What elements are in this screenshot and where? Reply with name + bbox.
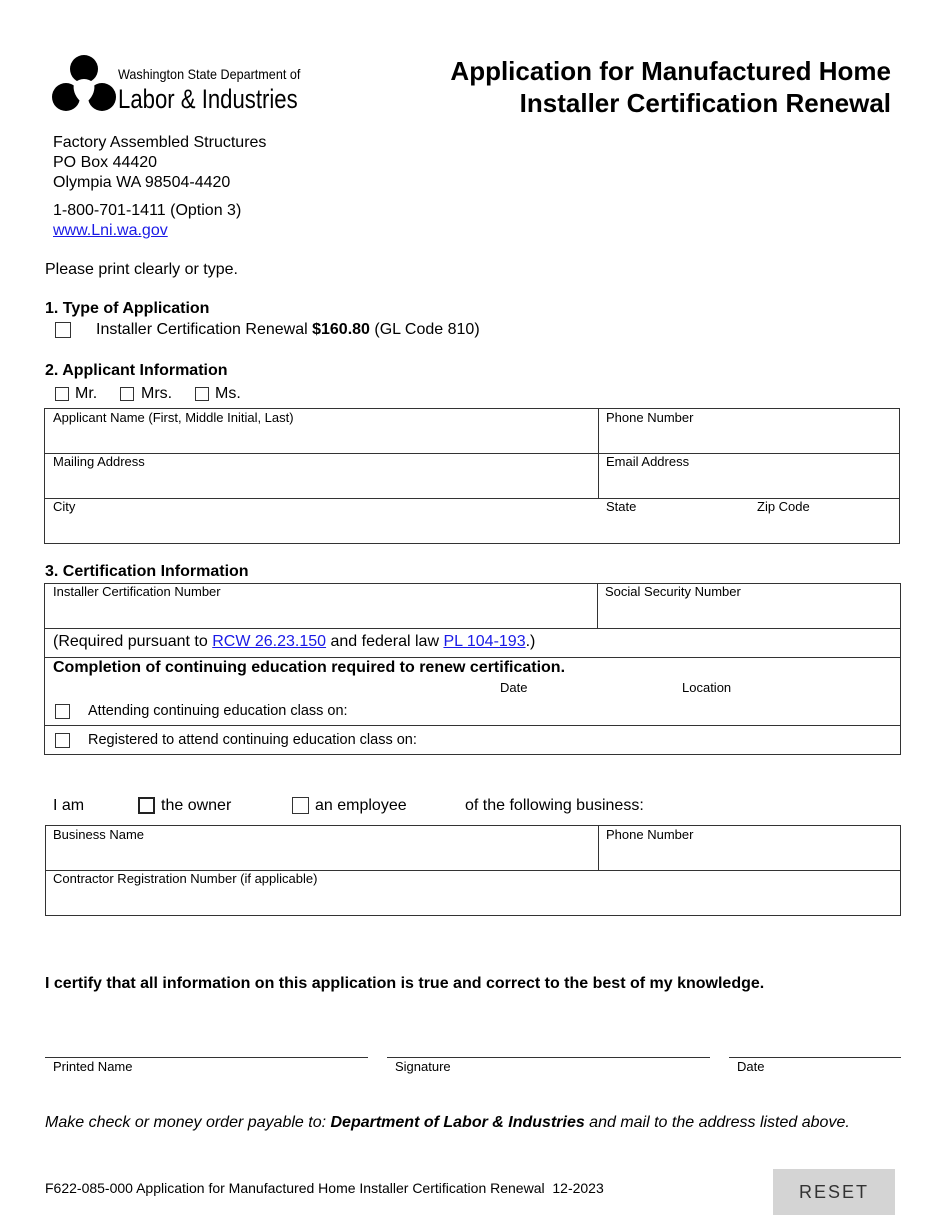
payment-suffix: and mail to the address listed above. [584, 1114, 850, 1131]
contact-po-box: PO Box 44420 [53, 154, 158, 171]
applicant-phone-field[interactable]: Phone Number [606, 410, 694, 425]
required-middle: and federal law [326, 633, 444, 650]
rcw-link[interactable]: RCW 26.23.150 [212, 633, 327, 650]
intro-text: Please print clearly or type. [45, 261, 238, 278]
ce-location-label: Location [682, 680, 732, 695]
attending-label: Attending continuing education class on: [88, 703, 348, 719]
page-title-line-2: Installer Certification Renewal [519, 88, 891, 118]
city-field[interactable]: City [53, 499, 76, 514]
title-ms-checkbox[interactable] [195, 387, 209, 401]
applicant-info-table [44, 408, 900, 544]
employee-checkbox[interactable] [292, 797, 309, 814]
ce-heading: Completion of continuing education required to renew certification. [53, 659, 566, 676]
attending-checkbox[interactable] [55, 704, 70, 719]
lni-logo-mark-icon [52, 55, 116, 119]
state-field[interactable]: State [606, 499, 637, 514]
renewal-option-label: Installer Certification Renewal [96, 321, 308, 338]
ce-date-label: Date [500, 680, 528, 695]
signature-line[interactable] [387, 1057, 710, 1058]
i-am-label: I am [53, 797, 85, 814]
payment-payee: Department of Labor & Industries [330, 1114, 585, 1131]
contractor-number-field[interactable]: Contractor Registration Number (if applicable) [53, 871, 318, 886]
applicant-name-field[interactable]: Applicant Name (First, Middle Initial, Last) [53, 410, 294, 425]
owner-label: the owner [161, 797, 232, 814]
form-id: F622-085-000 Application for Manufactured Home Installer Certification Renewal 12-2023 [45, 1180, 604, 1196]
title-mrs-label: Mrs. [141, 385, 173, 402]
renewal-checkbox[interactable] [55, 322, 71, 338]
cert-number-field[interactable]: Installer Certification Number [53, 584, 221, 599]
required-suffix: .) [525, 633, 536, 650]
contact-phone: 1-800-701-1411 (Option 3) [53, 202, 242, 219]
date-line[interactable] [729, 1057, 901, 1058]
business-phone-field[interactable]: Phone Number [606, 827, 694, 842]
payment-prefix: Make check or money order payable to: [45, 1114, 331, 1131]
renewal-option [96, 321, 480, 339]
payment-instructions [45, 1114, 850, 1132]
section-1-heading: 1. Type of Application [45, 300, 210, 317]
printed-name-line[interactable] [45, 1057, 368, 1058]
contact-city: Olympia WA 98504-4420 [53, 174, 231, 191]
page-title-line-1: Application for Manufactured Home [450, 56, 891, 86]
zip-code-field[interactable]: Zip Code [757, 499, 810, 514]
section-3-heading: 3. Certification Information [45, 563, 249, 580]
registered-label: Registered to attend continuing education class on: [88, 732, 417, 748]
website-link[interactable]: www.Lni.wa.gov [53, 222, 168, 239]
title-ms-label: Ms. [215, 385, 241, 402]
required-prefix: (Required pursuant to [53, 633, 213, 650]
section-2-heading: 2. Applicant Information [45, 362, 228, 379]
pl-link[interactable]: PL 104-193 [443, 633, 526, 650]
registered-checkbox[interactable] [55, 733, 70, 748]
certification-statement: I certify that all information on this application is true and correct to the best of my knowledge. [45, 975, 765, 992]
mailing-address-field[interactable]: Mailing Address [53, 454, 145, 469]
renewal-fee: $160.80 [312, 321, 370, 338]
email-address-field[interactable]: Email Address [606, 454, 690, 469]
employee-label: an employee [315, 797, 407, 814]
lni-logo [52, 55, 322, 119]
owner-checkbox[interactable] [138, 797, 155, 814]
following-business-label: of the following business: [465, 797, 644, 814]
printed-name-label: Printed Name [53, 1059, 133, 1074]
business-name-field[interactable]: Business Name [53, 827, 145, 842]
ssn-field[interactable]: Social Security Number [605, 584, 741, 599]
title-mr-label: Mr. [75, 385, 98, 402]
required-note [53, 633, 535, 651]
logo-line-1: Washington State Department of [118, 66, 301, 82]
title-mrs-checkbox[interactable] [120, 387, 134, 401]
reset-button[interactable]: RESET [773, 1169, 895, 1215]
renewal-gl-code: (GL Code 810) [374, 321, 480, 338]
logo-line-2: Labor & Industries [118, 84, 298, 114]
title-mr-checkbox[interactable] [55, 387, 69, 401]
date-label: Date [737, 1059, 765, 1074]
signature-label: Signature [395, 1059, 451, 1074]
contact-dept: Factory Assembled Structures [53, 134, 267, 151]
